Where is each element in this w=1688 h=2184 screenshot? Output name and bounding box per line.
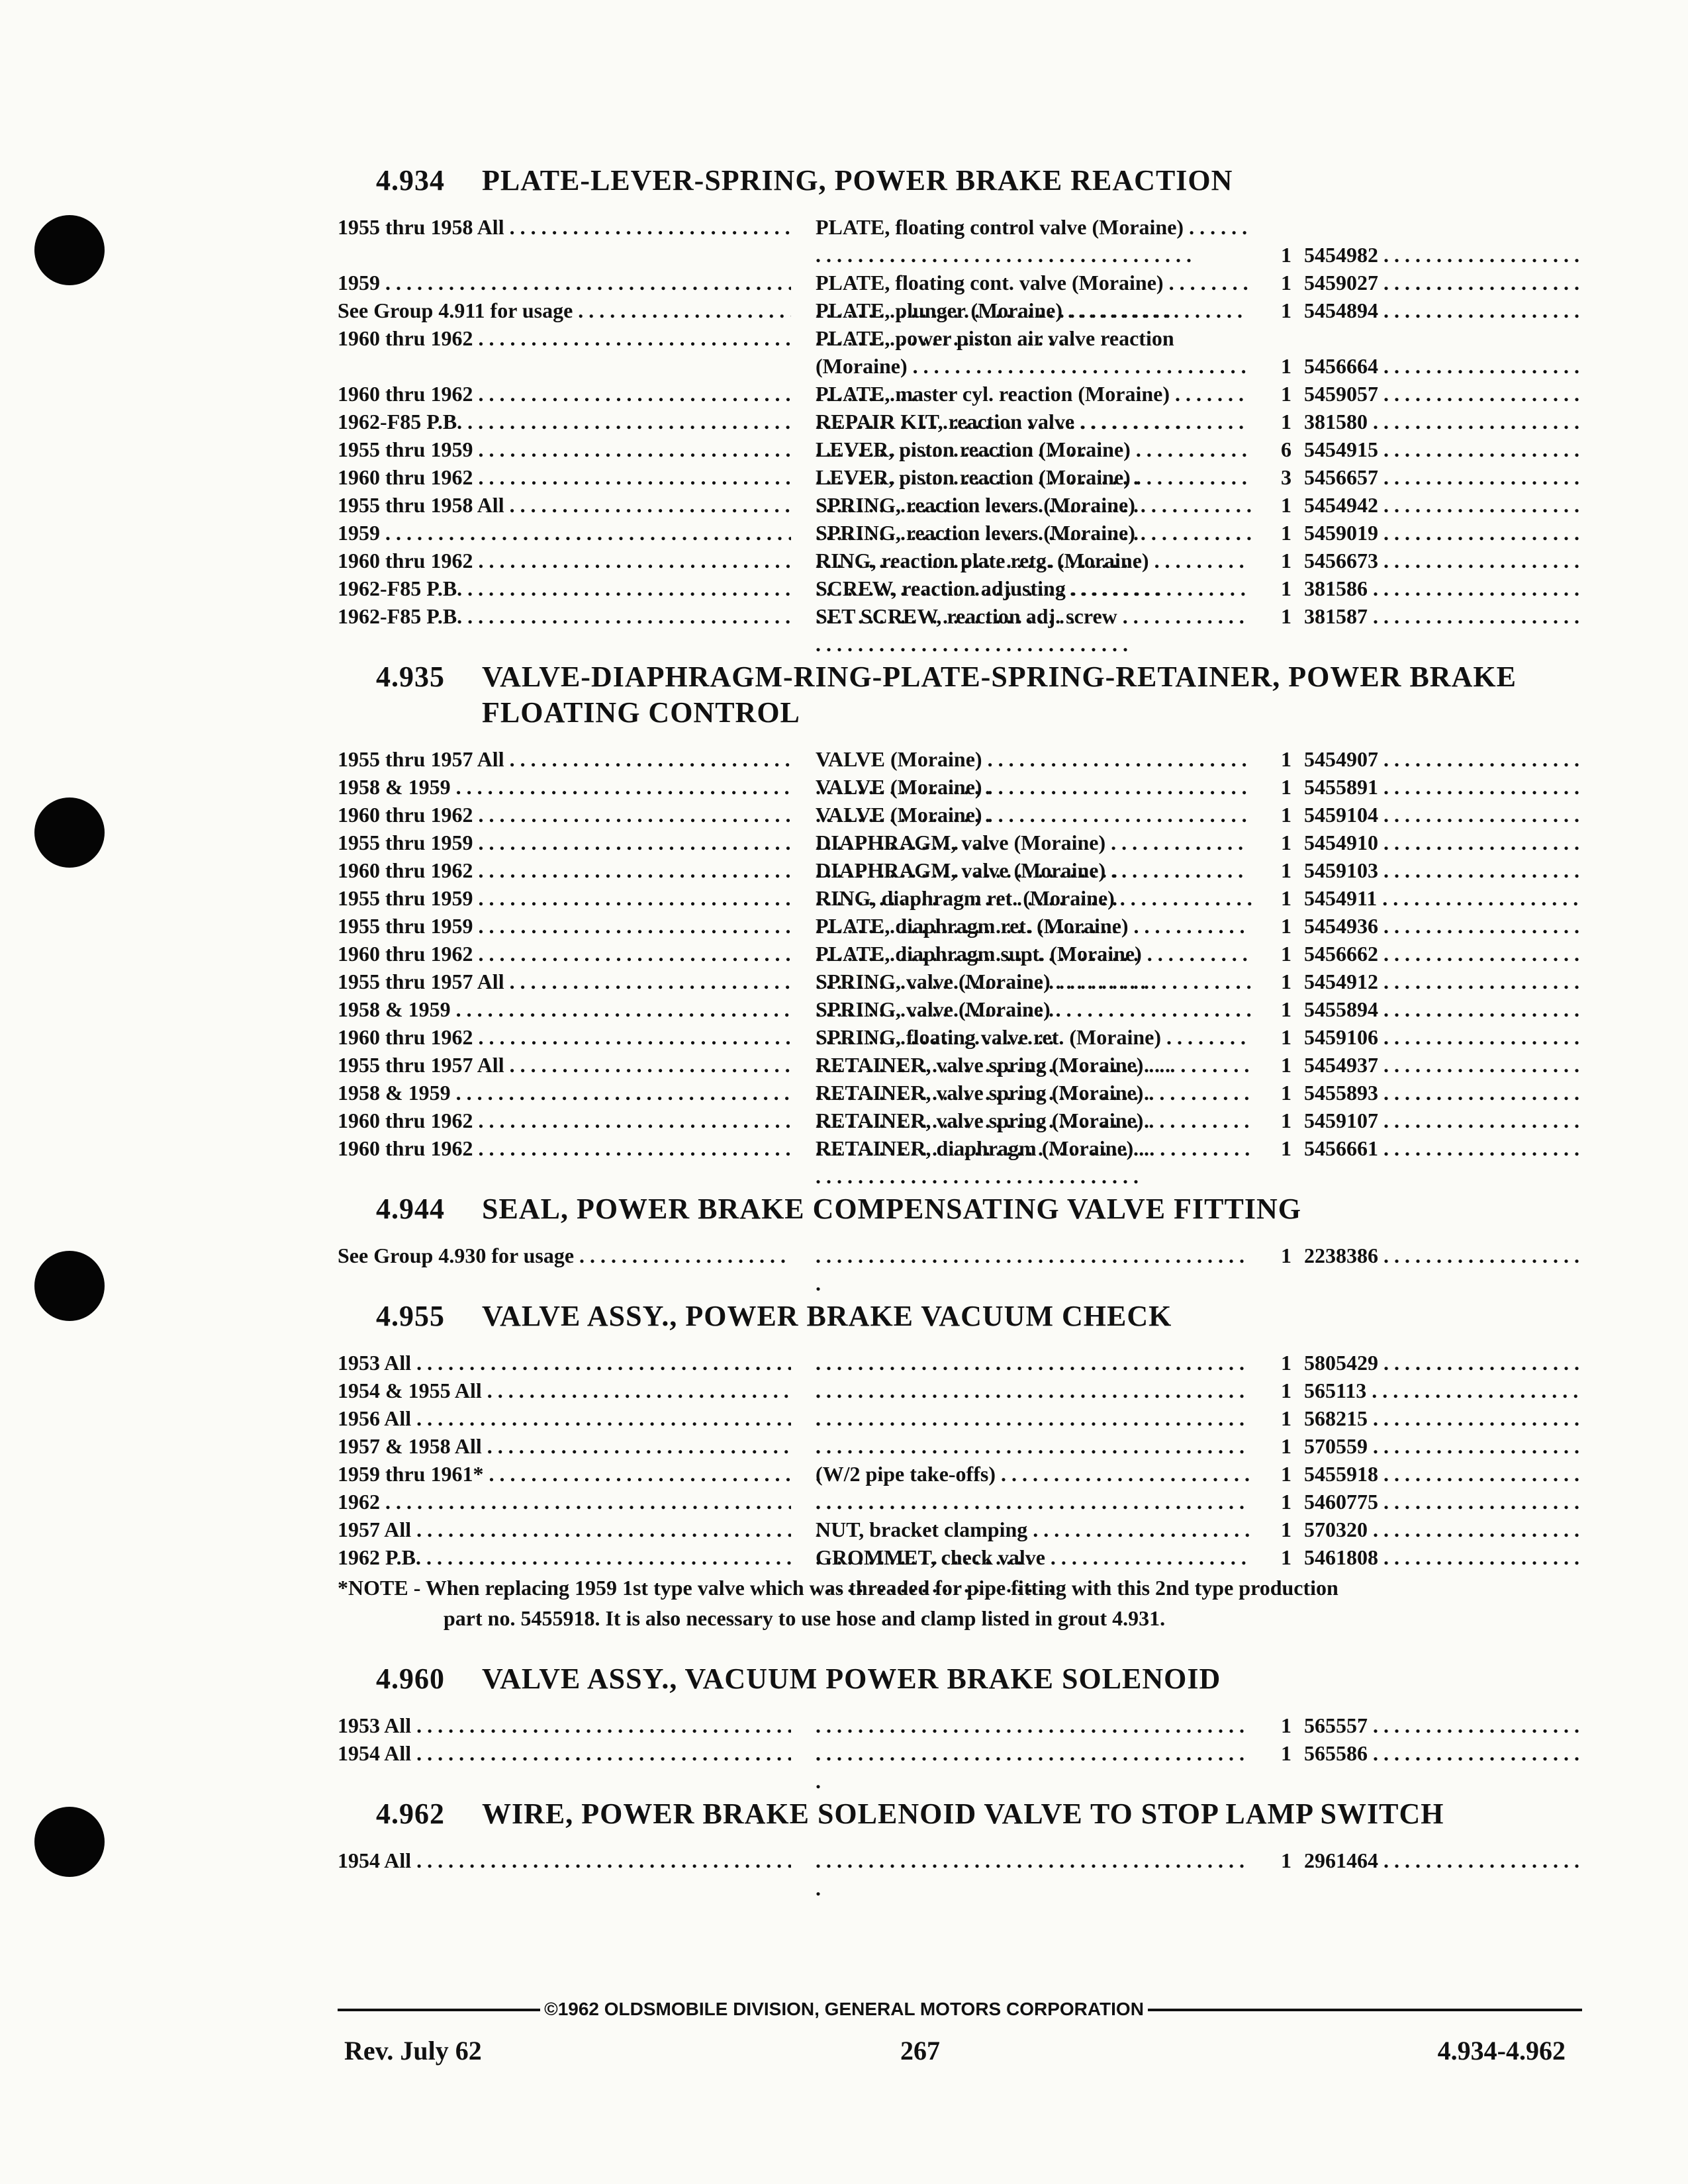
- part-number-cell: 5459106 . . .: [1304, 1023, 1582, 1051]
- parts-catalog-body: [338, 163, 1582, 1903]
- description-cell: RETAINER, valve spring (Moraine) . . .: [816, 1079, 1252, 1134]
- part-row: [338, 408, 1582, 435]
- part-number-cell: 5456673 . . .: [1304, 547, 1582, 574]
- section-heading: [376, 163, 1582, 199]
- part-number-cell: 570320 . . .: [1304, 1516, 1582, 1543]
- description-cell: SPRING, valve (Moraine) . . .: [816, 995, 1252, 1051]
- part-number-cell: 5456664 . . .: [1304, 352, 1582, 380]
- footnote: *NOTE - When replacing 1959 1st type valve which was threaded for pipe fitting with this 2nd type production: [338, 1576, 1338, 1600]
- quantity-cell: 1: [1281, 997, 1291, 1021]
- description-cell: PLATE, floating control valve (Moraine) . . .: [816, 213, 1252, 269]
- model-year-cell: 1955 thru 1959 . . .: [338, 884, 791, 912]
- model-year-cell: 1960 thru 1962 . . .: [338, 380, 791, 408]
- quantity-cell: 1: [1281, 970, 1291, 993]
- description-cell: REPAIR KIT, reaction valve . . .: [816, 408, 1252, 463]
- model-year-cell: 1962-F85 P.B. . . .: [338, 602, 791, 630]
- quantity-cell: 1: [1281, 1406, 1291, 1430]
- quantity-cell: 3: [1281, 465, 1291, 489]
- model-year-cell: 1955 thru 1957 All . . .: [338, 745, 791, 773]
- description-cell: SPRING, valve (Moraine) . . .: [816, 968, 1252, 1023]
- footnote-continuation: part no. 5455918. It is also necessary to use hose and clamp listed in grout 4.931.: [444, 1606, 1166, 1630]
- binder-hole: [34, 215, 105, 285]
- model-year-cell: 1959 . . .: [338, 269, 791, 296]
- part-row: [338, 1242, 1582, 1269]
- section-heading: [376, 1661, 1582, 1697]
- quantity-cell: 1: [1281, 1025, 1291, 1049]
- quantity-cell: 1: [1281, 858, 1291, 882]
- quantity-cell: 1: [1281, 1136, 1291, 1160]
- section-heading: [376, 1191, 1582, 1227]
- model-year-cell: 1954 All . . .: [338, 1846, 791, 1874]
- part-row: [338, 491, 1582, 519]
- quantity-cell: 1: [1281, 803, 1291, 827]
- model-year-cell: 1960 thru 1962 . . .: [338, 324, 791, 352]
- quantity-cell: 1: [1281, 1518, 1291, 1541]
- quantity-cell: 1: [1281, 1081, 1291, 1105]
- quantity-cell: 1: [1281, 1434, 1291, 1458]
- section-heading: [376, 1796, 1582, 1832]
- part-row: [338, 912, 1582, 940]
- part-number-cell: 5456661 . . .: [1304, 1134, 1582, 1162]
- model-year-cell: 1955 thru 1959 . . .: [338, 435, 791, 463]
- section-title: WIRE, POWER BRAKE SOLENOID VALVE TO STOP LAMP SWITCH: [482, 1797, 1444, 1830]
- description-cell: SPRING, reaction levers (Moraine) . . .: [816, 519, 1252, 574]
- model-year-cell: 1955 thru 1957 All . . .: [338, 1051, 791, 1079]
- part-row: [338, 940, 1582, 968]
- part-row: [338, 1543, 1582, 1571]
- part-row: [338, 602, 1582, 630]
- part-row: [338, 1079, 1582, 1107]
- part-number-cell: 381580 . . .: [1304, 408, 1582, 435]
- part-row: [338, 1516, 1582, 1543]
- description-cell: VALVE (Moraine) . . .: [816, 801, 1252, 856]
- description-cell: (W/2 pipe take-offs) . . .: [816, 1460, 1252, 1516]
- model-year-cell: 1959 thru 1961* . . .: [338, 1460, 791, 1488]
- part-row: [338, 1711, 1582, 1739]
- part-row: [338, 968, 1582, 995]
- section-title: PLATE-LEVER-SPRING, POWER BRAKE REACTION: [482, 164, 1233, 197]
- part-number-cell: 5454911 . . .: [1304, 884, 1582, 912]
- model-year-cell: 1953 All . . .: [338, 1349, 791, 1377]
- quantity-cell: 1: [1281, 914, 1291, 938]
- section-heading: [376, 659, 1582, 731]
- part-row: [338, 435, 1582, 463]
- quantity-cell: 1: [1281, 1848, 1291, 1872]
- part-row: [338, 856, 1582, 884]
- part-number-cell: 568215 . . .: [1304, 1404, 1582, 1432]
- catalog-section: [338, 1191, 1582, 1269]
- part-number-cell: 381586 . . .: [1304, 574, 1582, 602]
- model-year-cell: 1960 thru 1962 . . .: [338, 1134, 791, 1162]
- section-title: SEAL, POWER BRAKE COMPENSATING VALVE FITTING: [482, 1193, 1301, 1225]
- part-row: [338, 1488, 1582, 1516]
- model-year-cell: 1957 & 1958 All . . .: [338, 1432, 791, 1460]
- part-row: [338, 463, 1582, 491]
- copyright-line: [0, 1999, 1688, 2020]
- part-row: [338, 1051, 1582, 1079]
- part-row: [338, 1460, 1582, 1488]
- part-number-cell: 565557 . . .: [1304, 1711, 1582, 1739]
- quantity-cell: 1: [1281, 549, 1291, 572]
- section-number: 4.962: [376, 1797, 445, 1830]
- description-cell: SCREW, reaction adjusting . . .: [816, 574, 1252, 630]
- part-number-cell: 5461808 . . .: [1304, 1543, 1582, 1571]
- part-number-cell: 5805429 . . .: [1304, 1349, 1582, 1377]
- quantity-cell: 1: [1281, 1713, 1291, 1737]
- quantity-cell: 6: [1281, 437, 1291, 461]
- model-year-cell: See Group 4.911 for usage . . .: [338, 296, 791, 324]
- part-row: [338, 324, 1582, 380]
- section-number: 4.944: [376, 1193, 445, 1225]
- part-row: [338, 829, 1582, 856]
- part-number-cell: 5454937 . . .: [1304, 1051, 1582, 1079]
- part-row: [338, 1349, 1582, 1377]
- part-number-cell: 570559 . . .: [1304, 1432, 1582, 1460]
- description-cell: RING, reaction plate retg. (Moraine) . . .: [816, 547, 1252, 602]
- description-cell: GROMMET, check valve . . .: [816, 1543, 1252, 1599]
- quantity-cell: 1: [1281, 604, 1291, 628]
- quantity-cell: 1: [1281, 271, 1291, 295]
- description-cell: SPRING, reaction levers (Moraine) . . .: [816, 491, 1252, 547]
- quantity-cell: 1: [1281, 1379, 1291, 1402]
- part-number-cell: 5454907 . . .: [1304, 745, 1582, 773]
- part-number-cell: 5455893 . . .: [1304, 1079, 1582, 1107]
- description-cell: LEVER, piston reaction (Moraine) . . .: [816, 435, 1252, 491]
- catalog-section: [338, 1298, 1582, 1632]
- part-row: [338, 1404, 1582, 1432]
- description-cell: RETAINER, diaphragm (Moraine) . . .: [816, 1134, 1252, 1190]
- part-number-cell: 5459104 . . .: [1304, 801, 1582, 829]
- part-row: [338, 1107, 1582, 1134]
- quantity-cell: 1: [1281, 354, 1291, 378]
- quantity-cell: 1: [1281, 1351, 1291, 1375]
- section-title: VALVE ASSY., POWER BRAKE VACUUM CHECK: [482, 1300, 1172, 1332]
- description-cell: SET SCREW, reaction adj. screw . . .: [816, 602, 1252, 658]
- part-number-cell: 5455891 . . .: [1304, 773, 1582, 801]
- part-number-cell: 5460775 . . .: [1304, 1488, 1582, 1516]
- catalog-section: [338, 659, 1582, 1162]
- part-number-cell: 5454936 . . .: [1304, 912, 1582, 940]
- description-cell: VALVE (Moraine) . . .: [816, 745, 1252, 801]
- part-number-cell: 5455894 . . .: [1304, 995, 1582, 1023]
- section-number: 4.934: [376, 164, 445, 197]
- quantity-cell: 1: [1281, 942, 1291, 966]
- model-year-cell: 1956 All . . .: [338, 1404, 791, 1432]
- description-cell: NUT, bracket clamping . . .: [816, 1516, 1252, 1571]
- quantity-cell: 1: [1281, 1462, 1291, 1486]
- part-row: [338, 1739, 1582, 1767]
- catalog-section: [338, 1661, 1582, 1767]
- part-row: [338, 1023, 1582, 1051]
- part-number-cell: 2238386 . . .: [1304, 1242, 1582, 1269]
- part-row: [338, 547, 1582, 574]
- part-number-cell: 2961464 . . .: [1304, 1846, 1582, 1874]
- binder-hole: [34, 1251, 105, 1321]
- section-number: 4.955: [376, 1300, 445, 1332]
- description-cell: RING, diaphragm ret. (Moraine) . . .: [816, 884, 1252, 940]
- quantity-cell: 1: [1281, 1741, 1291, 1765]
- description-cell: PLATE, power piston air valve reaction (Moraine) . . .: [816, 324, 1252, 408]
- description-cell: PLATE, diaphragm supt. (Moraine) . . .: [816, 940, 1252, 995]
- quantity-cell: 1: [1281, 747, 1291, 771]
- part-row: [338, 1432, 1582, 1460]
- quantity-cell: 1: [1281, 576, 1291, 600]
- part-number-cell: 5459019 . . .: [1304, 519, 1582, 547]
- part-row: [338, 884, 1582, 912]
- quantity-cell: 1: [1281, 298, 1291, 322]
- model-year-cell: 1960 thru 1962 . . .: [338, 463, 791, 491]
- part-number-cell: 5454942 . . .: [1304, 491, 1582, 519]
- description-cell: SPRING, floating valve ret. (Moraine) . . .: [816, 1023, 1252, 1079]
- section-title: VALVE-DIAPHRAGM-RING-PLATE-SPRING-RETAINER, POWER BRAKE FLOATING CONTROL: [482, 660, 1517, 729]
- part-row: [338, 519, 1582, 547]
- quantity-cell: 1: [1281, 410, 1291, 433]
- part-row: [338, 995, 1582, 1023]
- section-number: 4.935: [376, 660, 445, 693]
- description-cell: VALVE (Moraine) . . .: [816, 773, 1252, 829]
- model-year-cell: 1960 thru 1962 . . .: [338, 547, 791, 574]
- part-row: [338, 1134, 1582, 1162]
- description-cell: [816, 1739, 1252, 1795]
- quantity-cell: 1: [1281, 521, 1291, 545]
- model-year-cell: 1955 thru 1958 All . . .: [338, 213, 791, 241]
- model-year-cell: 1962 P.B. . . .: [338, 1543, 791, 1571]
- description-cell: PLATE, plunger (Moraine) . . .: [816, 296, 1252, 352]
- part-number-cell: 5454982 . . .: [1304, 241, 1582, 269]
- model-year-cell: 1960 thru 1962 . . .: [338, 940, 791, 968]
- description-cell: PLATE, diaphragm ret. (Moraine) . . .: [816, 912, 1252, 968]
- description-cell: PLATE, floating cont. valve (Moraine) . . .: [816, 269, 1252, 324]
- quantity-cell: 1: [1281, 1109, 1291, 1132]
- part-number-cell: 5454912 . . .: [1304, 968, 1582, 995]
- model-year-cell: 1958 & 1959 . . .: [338, 995, 791, 1023]
- description-cell: [816, 1242, 1252, 1297]
- quantity-cell: 1: [1281, 1053, 1291, 1077]
- model-year-cell: See Group 4.930 for usage . . .: [338, 1242, 791, 1269]
- part-number-cell: 5454894 . . .: [1304, 296, 1582, 324]
- section-number: 4.960: [376, 1662, 445, 1695]
- binder-hole: [34, 797, 105, 868]
- description-cell: LEVER, piston reaction (Moraine) . . .: [816, 463, 1252, 519]
- model-year-cell: 1958 & 1959 . . .: [338, 1079, 791, 1107]
- model-year-cell: 1954 All . . .: [338, 1739, 791, 1767]
- model-year-cell: 1960 thru 1962 . . .: [338, 856, 791, 884]
- part-number-cell: 381587 . . .: [1304, 602, 1582, 630]
- model-year-cell: 1955 thru 1958 All . . .: [338, 491, 791, 519]
- part-row: [338, 574, 1582, 602]
- part-row: [338, 745, 1582, 773]
- model-year-cell: 1960 thru 1962 . . .: [338, 1023, 791, 1051]
- part-number-cell: 5459057 . . .: [1304, 380, 1582, 408]
- copyright-text: ©1962 OLDSMOBILE DIVISION, GENERAL MOTORS CORPORATION: [540, 1999, 1148, 2019]
- part-number-cell: 5456662 . . .: [1304, 940, 1582, 968]
- quantity-cell: 1: [1281, 1545, 1291, 1569]
- model-year-cell: 1959 . . .: [338, 519, 791, 547]
- model-year-cell: 1953 All . . .: [338, 1711, 791, 1739]
- model-year-cell: 1960 thru 1962 . . .: [338, 1107, 791, 1134]
- part-row: [338, 773, 1582, 801]
- quantity-cell: 1: [1281, 886, 1291, 910]
- part-number-cell: 565113 . . .: [1304, 1377, 1582, 1404]
- model-year-cell: 1955 thru 1957 All . . .: [338, 968, 791, 995]
- part-number-cell: 5459027 . . .: [1304, 269, 1582, 296]
- model-year-cell: 1955 thru 1959 . . .: [338, 829, 791, 856]
- revision-date: Rev. July 62: [344, 2036, 482, 2066]
- description-cell: [816, 1846, 1252, 1902]
- quantity-cell: 1: [1281, 1490, 1291, 1514]
- binder-hole: [34, 1807, 105, 1877]
- description-cell: RETAINER, valve spring (Moraine) . . .: [816, 1107, 1252, 1162]
- part-number-cell: 5459107 . . .: [1304, 1107, 1582, 1134]
- quantity-cell: 1: [1281, 243, 1291, 267]
- page-number: 267: [900, 2036, 940, 2066]
- model-year-cell: 1960 thru 1962 . . .: [338, 801, 791, 829]
- quantity-cell: 1: [1281, 493, 1291, 517]
- quantity-cell: 1: [1281, 775, 1291, 799]
- part-number-cell: 5454910 . . .: [1304, 829, 1582, 856]
- part-number-cell: 5456657 . . .: [1304, 463, 1582, 491]
- quantity-cell: 1: [1281, 1244, 1291, 1267]
- catalog-section: [338, 163, 1582, 630]
- description-cell: RETAINER, valve spring (Moraine) . . .: [816, 1051, 1252, 1107]
- part-row: [338, 213, 1582, 269]
- model-year-cell: 1957 All . . .: [338, 1516, 791, 1543]
- description-cell: PLATE, master cyl. reaction (Moraine) . . .: [816, 380, 1252, 435]
- description-cell: DIAPHRAGM, valve (Moraine) . . .: [816, 829, 1252, 884]
- catalog-section: [338, 1796, 1582, 1874]
- section-title: VALVE ASSY., VACUUM POWER BRAKE SOLENOID: [482, 1662, 1221, 1695]
- part-number-cell: 5455918 . . .: [1304, 1460, 1582, 1488]
- part-row: [338, 1377, 1582, 1404]
- quantity-cell: 1: [1281, 382, 1291, 406]
- quantity-cell: 1: [1281, 831, 1291, 854]
- model-year-cell: 1962 . . .: [338, 1488, 791, 1516]
- part-row: [338, 380, 1582, 408]
- description-cell: DIAPHRAGM, valve (Moraine) . . .: [816, 856, 1252, 912]
- part-row: [338, 296, 1582, 324]
- group-range: 4.934-4.962: [1437, 2036, 1566, 2066]
- model-year-cell: 1954 & 1955 All . . .: [338, 1377, 791, 1404]
- model-year-cell: 1962-F85 P.B. . . .: [338, 574, 791, 602]
- part-number-cell: 565586 . . .: [1304, 1739, 1582, 1767]
- part-row: [338, 1846, 1582, 1874]
- model-year-cell: 1962-F85 P.B. . . .: [338, 408, 791, 435]
- part-number-cell: 5459103 . . .: [1304, 856, 1582, 884]
- section-heading: [376, 1298, 1582, 1334]
- part-row: [338, 269, 1582, 296]
- model-year-cell: 1955 thru 1959 . . .: [338, 912, 791, 940]
- part-row: [338, 801, 1582, 829]
- model-year-cell: 1958 & 1959 . . .: [338, 773, 791, 801]
- part-number-cell: 5454915 . . .: [1304, 435, 1582, 463]
